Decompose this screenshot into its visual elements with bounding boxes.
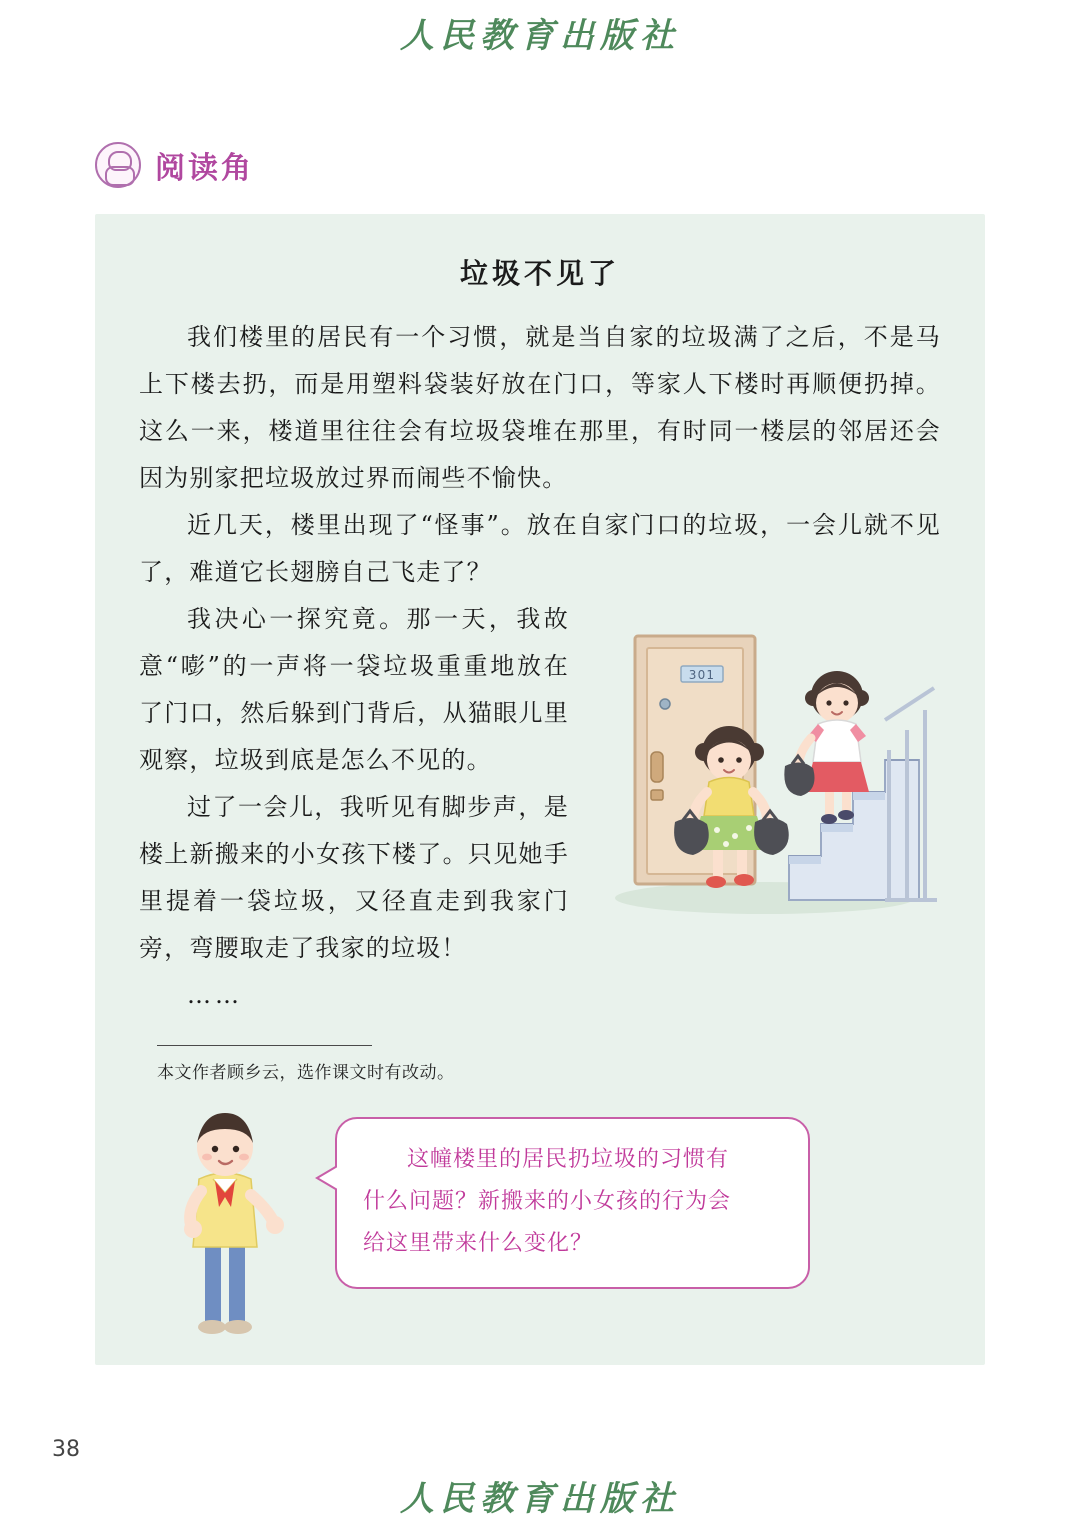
section-title: 阅读角: [155, 151, 254, 186]
article-paragraph-2: 近几天，楼里出现了“怪事”。放在自家门口的垃圾，一会儿就不见了，难道它长翅膀自己飞走了？: [139, 511, 941, 586]
source-divider: [157, 1045, 372, 1046]
source-note: 本文作者顾乡云，选作课文时有改动。: [157, 1063, 455, 1083]
page-number: 38: [52, 1437, 80, 1462]
publisher-watermark-bottom: 人民教育出版社: [400, 1479, 680, 1519]
section-header: [95, 142, 254, 188]
article-ellipsis: ……: [187, 981, 243, 1009]
article-paragraph-1: 我们楼里的居民有一个习惯，就是当自家的垃圾满了之后，不是马上下楼去扔，而是用塑料袋装好放在门口，等家人下楼时再顺便扔掉。这么一来，楼道里往往会有垃圾袋堆在那里，有时同一楼层的邻居还会因为别家把垃圾放过界而闹些不愉快。: [139, 323, 941, 492]
question-line-2: 什么问题？新搬来的小女孩的行为会: [363, 1189, 732, 1214]
article-body: [95, 314, 985, 1019]
article-title: 垃圾不见了: [459, 257, 620, 290]
question-speech-bubble: [335, 1117, 810, 1289]
reading-corner-emblem-icon: [95, 142, 141, 188]
question-line-1: 这幢楼里的居民扔垃圾的习惯有: [407, 1147, 730, 1172]
reading-panel: [95, 214, 985, 1365]
article-paragraph-3: 我决心一探究竟。那一天，我故意“嘭”的一声将一袋垃圾重重地放在了门口，然后躲到门背后，从猫眼儿里观察，垃圾到底是怎么不见的。: [139, 605, 569, 774]
question-block: [155, 1093, 925, 1343]
boy-student-illustration: [155, 1095, 295, 1343]
publisher-watermark-top: 人民教育出版社: [400, 16, 680, 56]
stairwell-girls-illustration: [589, 600, 941, 920]
question-line-3: 给这里带来什么变化？: [363, 1231, 594, 1256]
svg-text:301: 301: [688, 668, 716, 682]
article-paragraph-4: 过了一会儿，我听见有脚步声，是楼上新搬来的小女孩下楼了。只见她手里提着一袋垃圾，又径直走到我家门旁，弯腰取走了我家的垃圾！: [139, 793, 569, 962]
article-wrap-zone: [139, 596, 941, 1019]
